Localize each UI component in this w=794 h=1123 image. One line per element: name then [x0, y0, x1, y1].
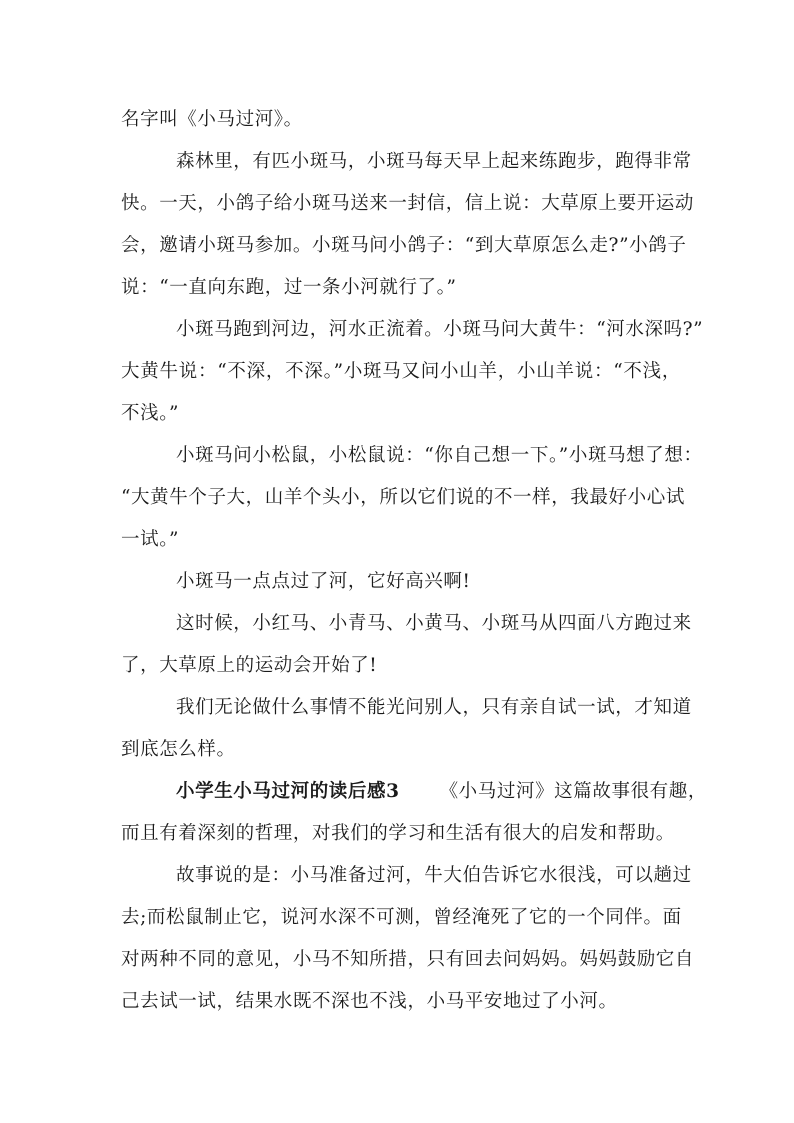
- section-heading-line: [176, 780, 707, 804]
- text-line: 不浅。”: [121, 403, 180, 424]
- text-line: 快。一天，小鸽子给小斑马送来一封信，信上说：大草原上要开运动: [121, 193, 695, 214]
- paragraph-first-line: 故事说的是：小马准备过河，牛大伯告诉它水很浅，可以趟过: [176, 865, 692, 886]
- paragraph-first-line: 小斑马一点点过了河，它好高兴啊!: [176, 571, 471, 592]
- paragraph-first-line: 这时候，小红马、小青马、小黄马、小斑马从四面八方跑过来: [176, 613, 692, 634]
- text-line: 去;而松鼠制止它，说河水深不可测，曾经淹死了它的一个同伴。面: [121, 907, 682, 928]
- heading-trailing-text: 《小马过河》这篇故事很有趣，: [439, 781, 707, 802]
- paragraph-first-line: 小斑马跑到河边，河水正流着。小斑马问大黄牛：“河水深吗?”: [176, 319, 704, 340]
- paragraph-first-line: 森林里，有匹小斑马，小斑马每天早上起来练跑步，跑得非常: [176, 151, 692, 172]
- paragraph-first-line: 我们无论做什么事情不能光问别人，只有亲自试一试，才知道: [176, 697, 692, 718]
- text-line: 会，邀请小斑马参加。小斑马问小鸽子：“到大草原怎么走?”小鸽子: [121, 235, 687, 256]
- text-line: 而且有着深刻的哲理，对我们的学习和生活有很大的启发和帮助。: [121, 823, 675, 844]
- text-line: 一试。”: [121, 529, 180, 550]
- section-heading: 小学生小马过河的读后感3: [176, 781, 400, 802]
- text-line: 到底怎么样。: [121, 739, 236, 760]
- text-line: 说：“一直向东跑，过一条小河就行了。”: [121, 277, 457, 298]
- text-line: 了，大草原上的运动会开始了!: [121, 655, 378, 676]
- text-line: 对两种不同的意见，小马不知所措，只有回去问妈妈。妈妈鼓励它自: [121, 949, 695, 970]
- text-line: 大黄牛说：“不深，不深。”小斑马又问小山羊，小山羊说：“不浅，: [121, 361, 681, 382]
- text-line: “大黄牛个子大，山羊个头小，所以它们说的不一样，我最好小心试: [121, 487, 685, 508]
- text-line: 己去试一试，结果水既不深也不浅，小马平安地过了小河。: [121, 991, 618, 1012]
- text-line: 名字叫《小马过河》。: [121, 109, 303, 130]
- paragraph-first-line: 小斑马问小松鼠，小松鼠说：“你自己想一下。”小斑马想了想：: [176, 445, 703, 466]
